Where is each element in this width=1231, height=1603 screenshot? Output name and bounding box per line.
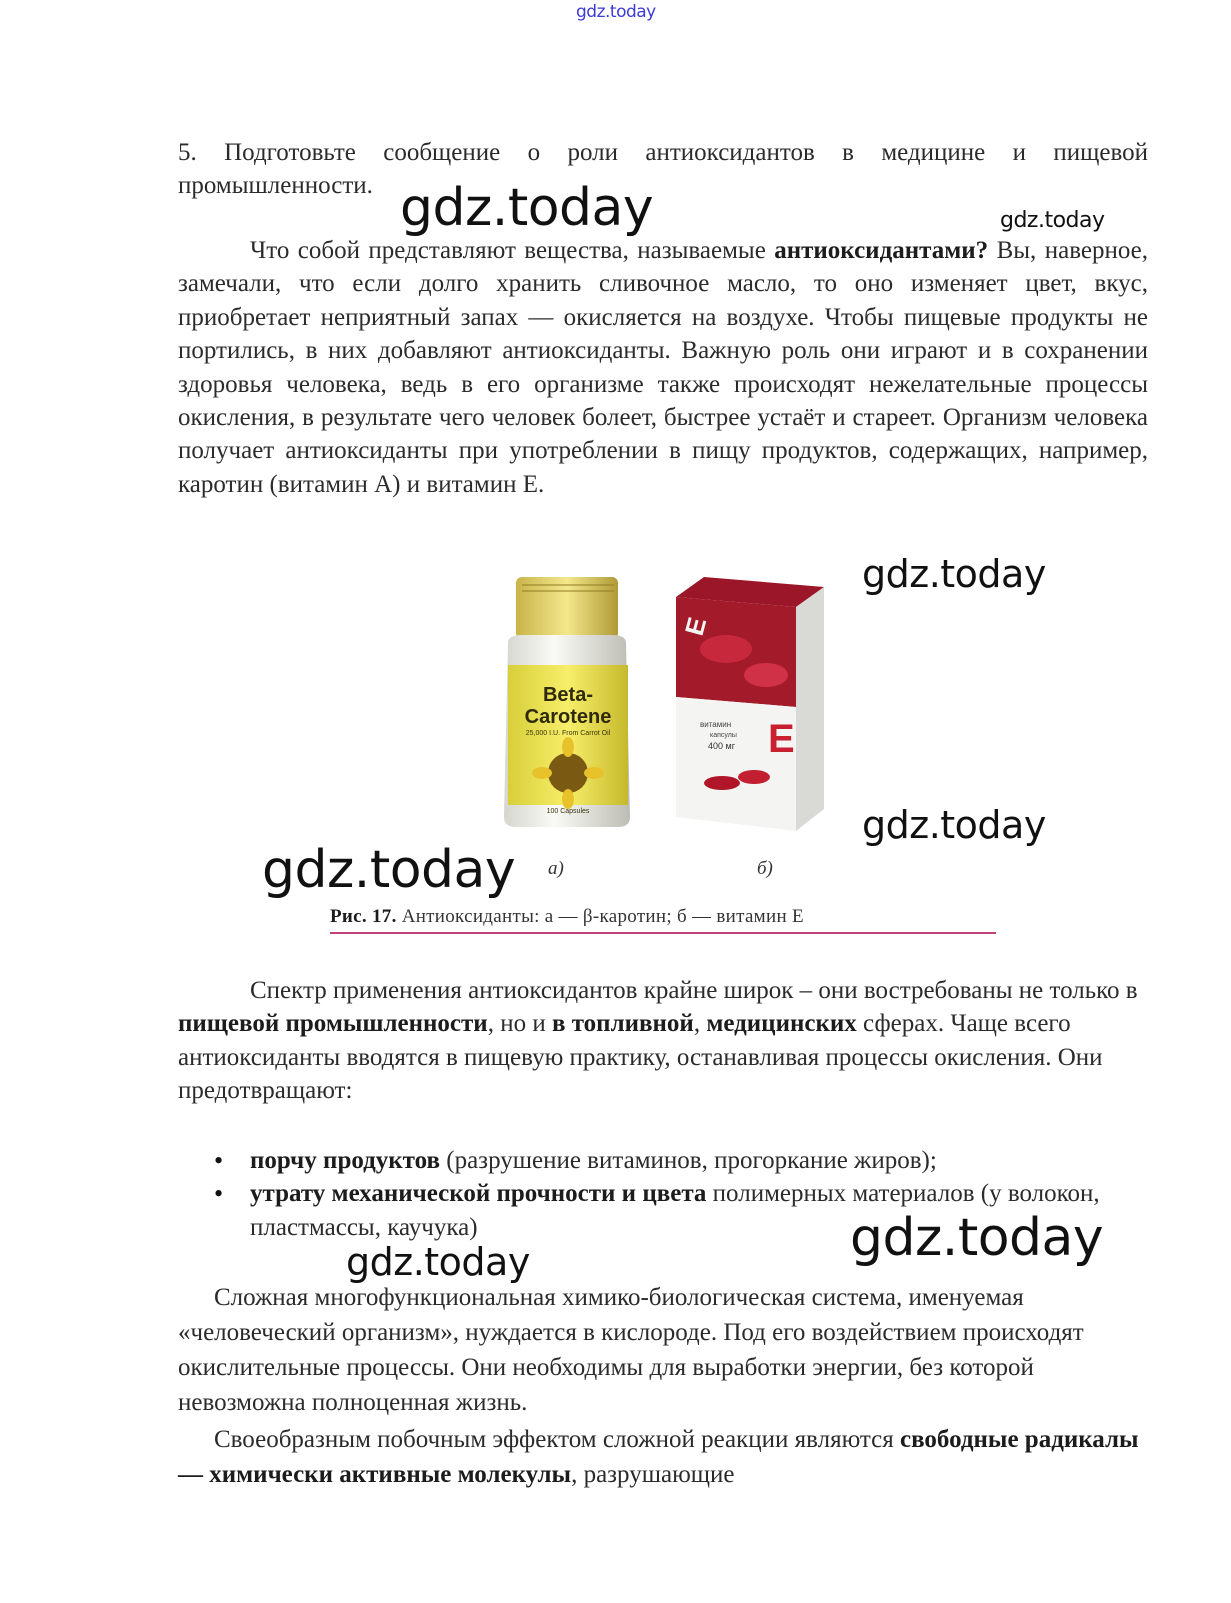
vitamin-e-box-image bbox=[676, 577, 824, 831]
svg-text:100 Capsules: 100 Capsules bbox=[546, 808, 590, 815]
svg-text:E: E bbox=[768, 717, 795, 761]
watermark-medium-1: gdz.today bbox=[346, 1240, 530, 1284]
watermark-large-2: gdz.today bbox=[262, 840, 516, 900]
watermark-small-1: gdz.today bbox=[1000, 208, 1105, 233]
beta-carotene-bottle-image bbox=[498, 577, 636, 829]
paragraph-organism: Сложная многофункциональная химико-биологическая система, именуемая «человеческий организм», нуждается в кислороде. Под его воздействием происходят окислительные процессы. Они необходимы для выработки энергии, без которой невозможна полноценная жизнь. bbox=[178, 1284, 1084, 1416]
watermark-large-1: gdz.today bbox=[400, 178, 654, 238]
figure-label-b: б) bbox=[757, 858, 773, 879]
watermark-large-3: gdz.today bbox=[850, 1208, 1104, 1268]
svg-text:400 мг: 400 мг bbox=[708, 741, 735, 751]
figure-label-a: а) bbox=[548, 858, 564, 879]
figure-caption: Рис. 17. Антиоксиданты: а — β-каротин; б — витамин Е bbox=[330, 906, 804, 927]
paragraph-applications: Спектр применения антиоксидантов крайне широк – они востребованы не только в пищевой промышленности, но и в топливной, медицинских сферах. Чаще всего антиоксиданты вводятся в пищевую практику, останавливая процессы окисления. Они предотвращают: bbox=[178, 977, 1138, 1105]
svg-text:витамин: витамин bbox=[700, 720, 732, 729]
svg-text:Carotene: Carotene bbox=[524, 706, 612, 728]
task-text: 5. Подготовьте сообщение о роли антиоксидантов в медицине и пищевой промышленности. bbox=[178, 139, 1148, 200]
svg-text:E: E bbox=[678, 614, 713, 639]
watermark-top: gdz.today bbox=[576, 2, 656, 22]
list-item: • порчу продуктов (разрушение витаминов, прогоркание жиров); bbox=[210, 1144, 1150, 1177]
watermark-figure-1: gdz.today bbox=[862, 552, 1046, 596]
svg-text:Beta-: Beta- bbox=[542, 684, 594, 706]
prevention-list bbox=[210, 1144, 1150, 1244]
paragraph-free-radicals: Своеобразным побочным эффектом сложной реакции являются свободные радикалы — химически активные молекулы, разрушающие bbox=[178, 1426, 1139, 1488]
list-item: • утрату механической прочности и цвета полимерных материалов (у волокон, пластмассы, каучука) bbox=[210, 1177, 1150, 1244]
svg-text:капсулы: капсулы bbox=[710, 732, 737, 739]
watermark-figure-2: gdz.today bbox=[862, 803, 1046, 847]
paragraph-antioxidants-intro: Что собой представляют вещества, называемые антиоксидантами? Вы, наверное, замечали, что если долго хранить сливочное масло, то оно изменяет цвет, вкус, приобретает неприятный запах — окисляется на воздухе. Чтобы пищевые продукты не портились, в них добавляют антиоксиданты. Важную роль они играют и в сохранении здоровья человека, ведь в его организме также происходят нежелательные процессы окисления, в результате чего человек болеет, быстрее устаёт и стареет. Организм человека получает антиоксиданты при употреблении в пищу продуктов, содержащих, например, каротин (витамин А) и витамин Е. bbox=[178, 237, 1148, 498]
caption-rule bbox=[330, 932, 996, 934]
svg-text:25,000 I.U. From Carrot Oil: 25,000 I.U. From Carrot Oil bbox=[525, 730, 611, 737]
